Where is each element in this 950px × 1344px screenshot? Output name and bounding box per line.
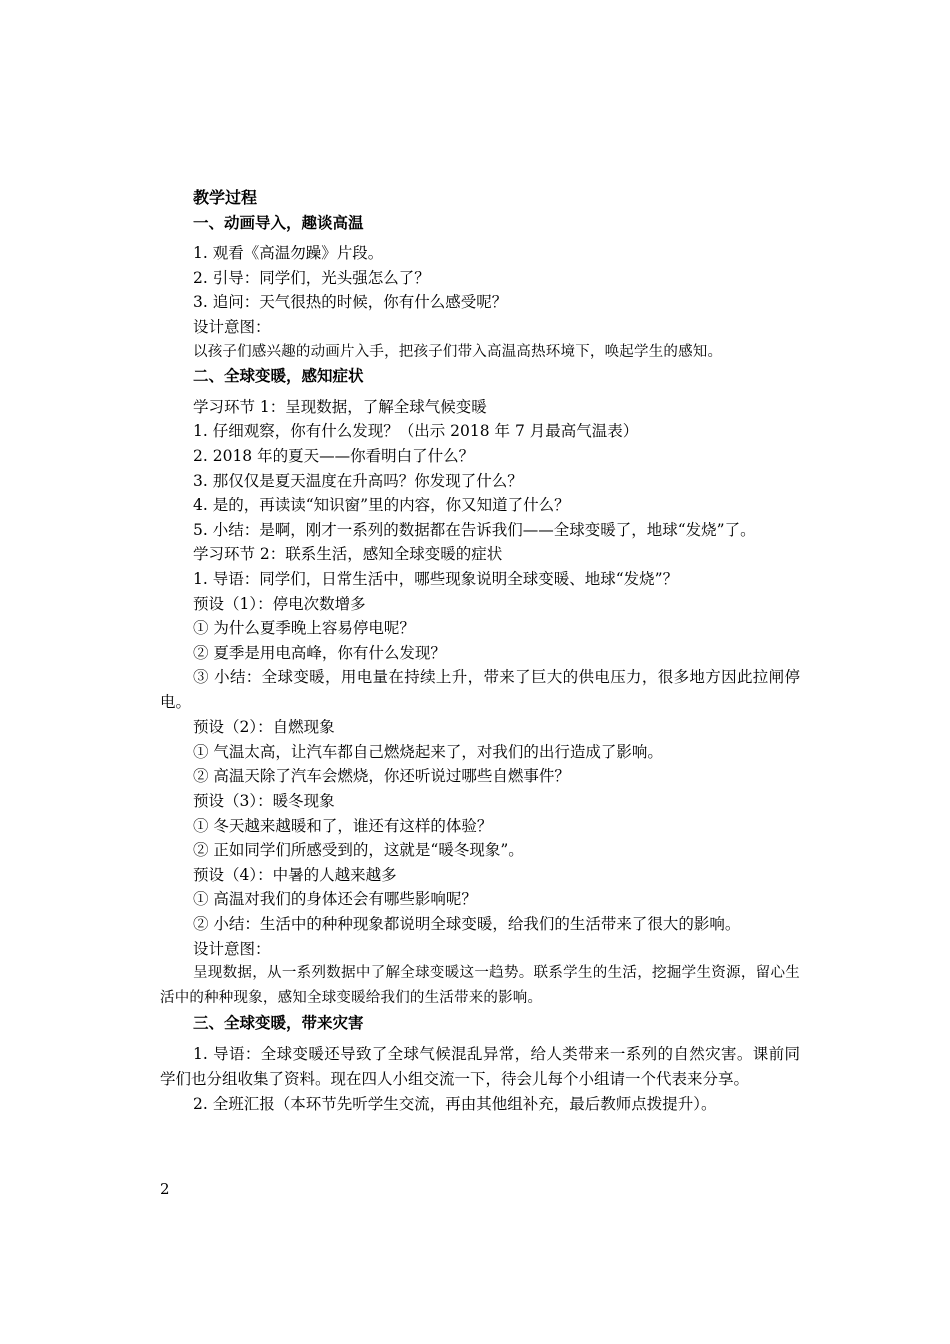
learning-link-1-item: 5. 小结：是啊，刚才一系列的数据都在告诉我们——全球变暖了，地球“发烧”了。 [193, 520, 756, 539]
preset-1-item: ② 夏季是用电高峰，你有什么发现？ [193, 643, 446, 662]
section-1-item: 2. 引导：同学们，光头强怎么了？ [193, 268, 430, 287]
preset-4-item: ② 小结：生活中的种种现象都说明全球变暖，给我们的生活带来了很大的影响。 [193, 915, 741, 934]
section-3-paragraph: 1. 导语：全球变暖还导致了全球气候混乱异常，给人类带来一系列的自然灾害。课前同学们也分组收集了资料。现在四人小组交流一下，待会儿每个小组请一个代表来分享。 [160, 1044, 800, 1088]
learning-link-1-item: 3. 那仅仅是夏天温度在升高吗？你发现了什么？ [193, 471, 523, 490]
learning-link-2-intro: 1. 导语：同学们，日常生活中，哪些现象说明全球变暖、地球“发烧”？ [193, 569, 679, 588]
learning-link-2: 学习环节 2：联系生活，感知全球变暖的症状 [193, 545, 503, 564]
learning-link-1: 学习环节 1：呈现数据，了解全球气候变暖 [193, 397, 487, 416]
design-intent-text: 以孩子们感兴趣的动画片入手，把孩子们带入高温高热环境下，唤起学生的感知。 [193, 343, 723, 360]
document-body [160, 186, 800, 1117]
design-intent-label: 设计意图： [193, 939, 271, 958]
preset-2-label: 预设（2）：自燃现象 [193, 718, 335, 737]
preset-1-item: ① 为什么夏季晚上容易停电呢？ [193, 619, 415, 638]
preset-2-item: ② 高温天除了汽车会燃烧，你还听说过哪些自燃事件？ [193, 767, 570, 786]
preset-4-label: 预设（4）：中暑的人越来越多 [193, 865, 397, 884]
preset-4-item: ① 高温对我们的身体还会有哪些影响呢？ [193, 890, 477, 909]
section-3-heading: 三、全球变暖，带来灾害 [193, 1013, 364, 1033]
design-intent-label: 设计意图： [193, 317, 271, 336]
page-title: 教学过程 [193, 188, 258, 207]
design-intent-text: 呈现数据，从一系列数据中了解全球变暖这一趋势。联系学生的生活，挖掘学生资源，留心生活中的种种现象，感知全球变暖给我们的生活带来的影响。 [160, 965, 800, 1007]
preset-1-summary: ③ 小结：全球变暖，用电量在持续上升，带来了巨大的供电压力，很多地方因此拉闸停电。 [160, 668, 800, 712]
section-2-heading: 二、全球变暖，感知症状 [193, 366, 364, 386]
preset-3-item: ② 正如同学们所感受到的，这就是“暖冬现象”。 [193, 841, 524, 860]
preset-1-label: 预设（1）：停电次数增多 [193, 594, 366, 613]
learning-link-1-item: 4. 是的，再读读“知识窗”里的内容，你又知道了什么？ [193, 496, 570, 515]
section-1-item: 1. 观看《高温勿躁》片段。 [193, 244, 384, 263]
learning-link-1-item: 2. 2018 年的夏天——你看明白了什么？ [193, 446, 475, 465]
page-number: 2 [160, 1180, 170, 1198]
section-3-paragraph: 2. 全班汇报（本环节先听学生交流，再由其他组补充，最后教师点拨提升）。 [193, 1094, 717, 1113]
learning-link-1-item: 1. 仔细观察，你有什么发现？（出示 2018 年 7 月最高气温表） [193, 422, 639, 441]
preset-2-item: ① 气温太高，让汽车都自己燃烧起来了，对我们的出行造成了影响。 [193, 742, 663, 761]
preset-3-item: ① 冬天越来越暖和了，谁还有这样的体验？ [193, 816, 493, 835]
section-1-item: 3. 追问：天气很热的时候，你有什么感受呢？ [193, 293, 508, 312]
preset-3-label: 预设（3）：暖冬现象 [193, 792, 335, 811]
section-1-heading: 一、动画导入，趣谈高温 [193, 212, 364, 232]
